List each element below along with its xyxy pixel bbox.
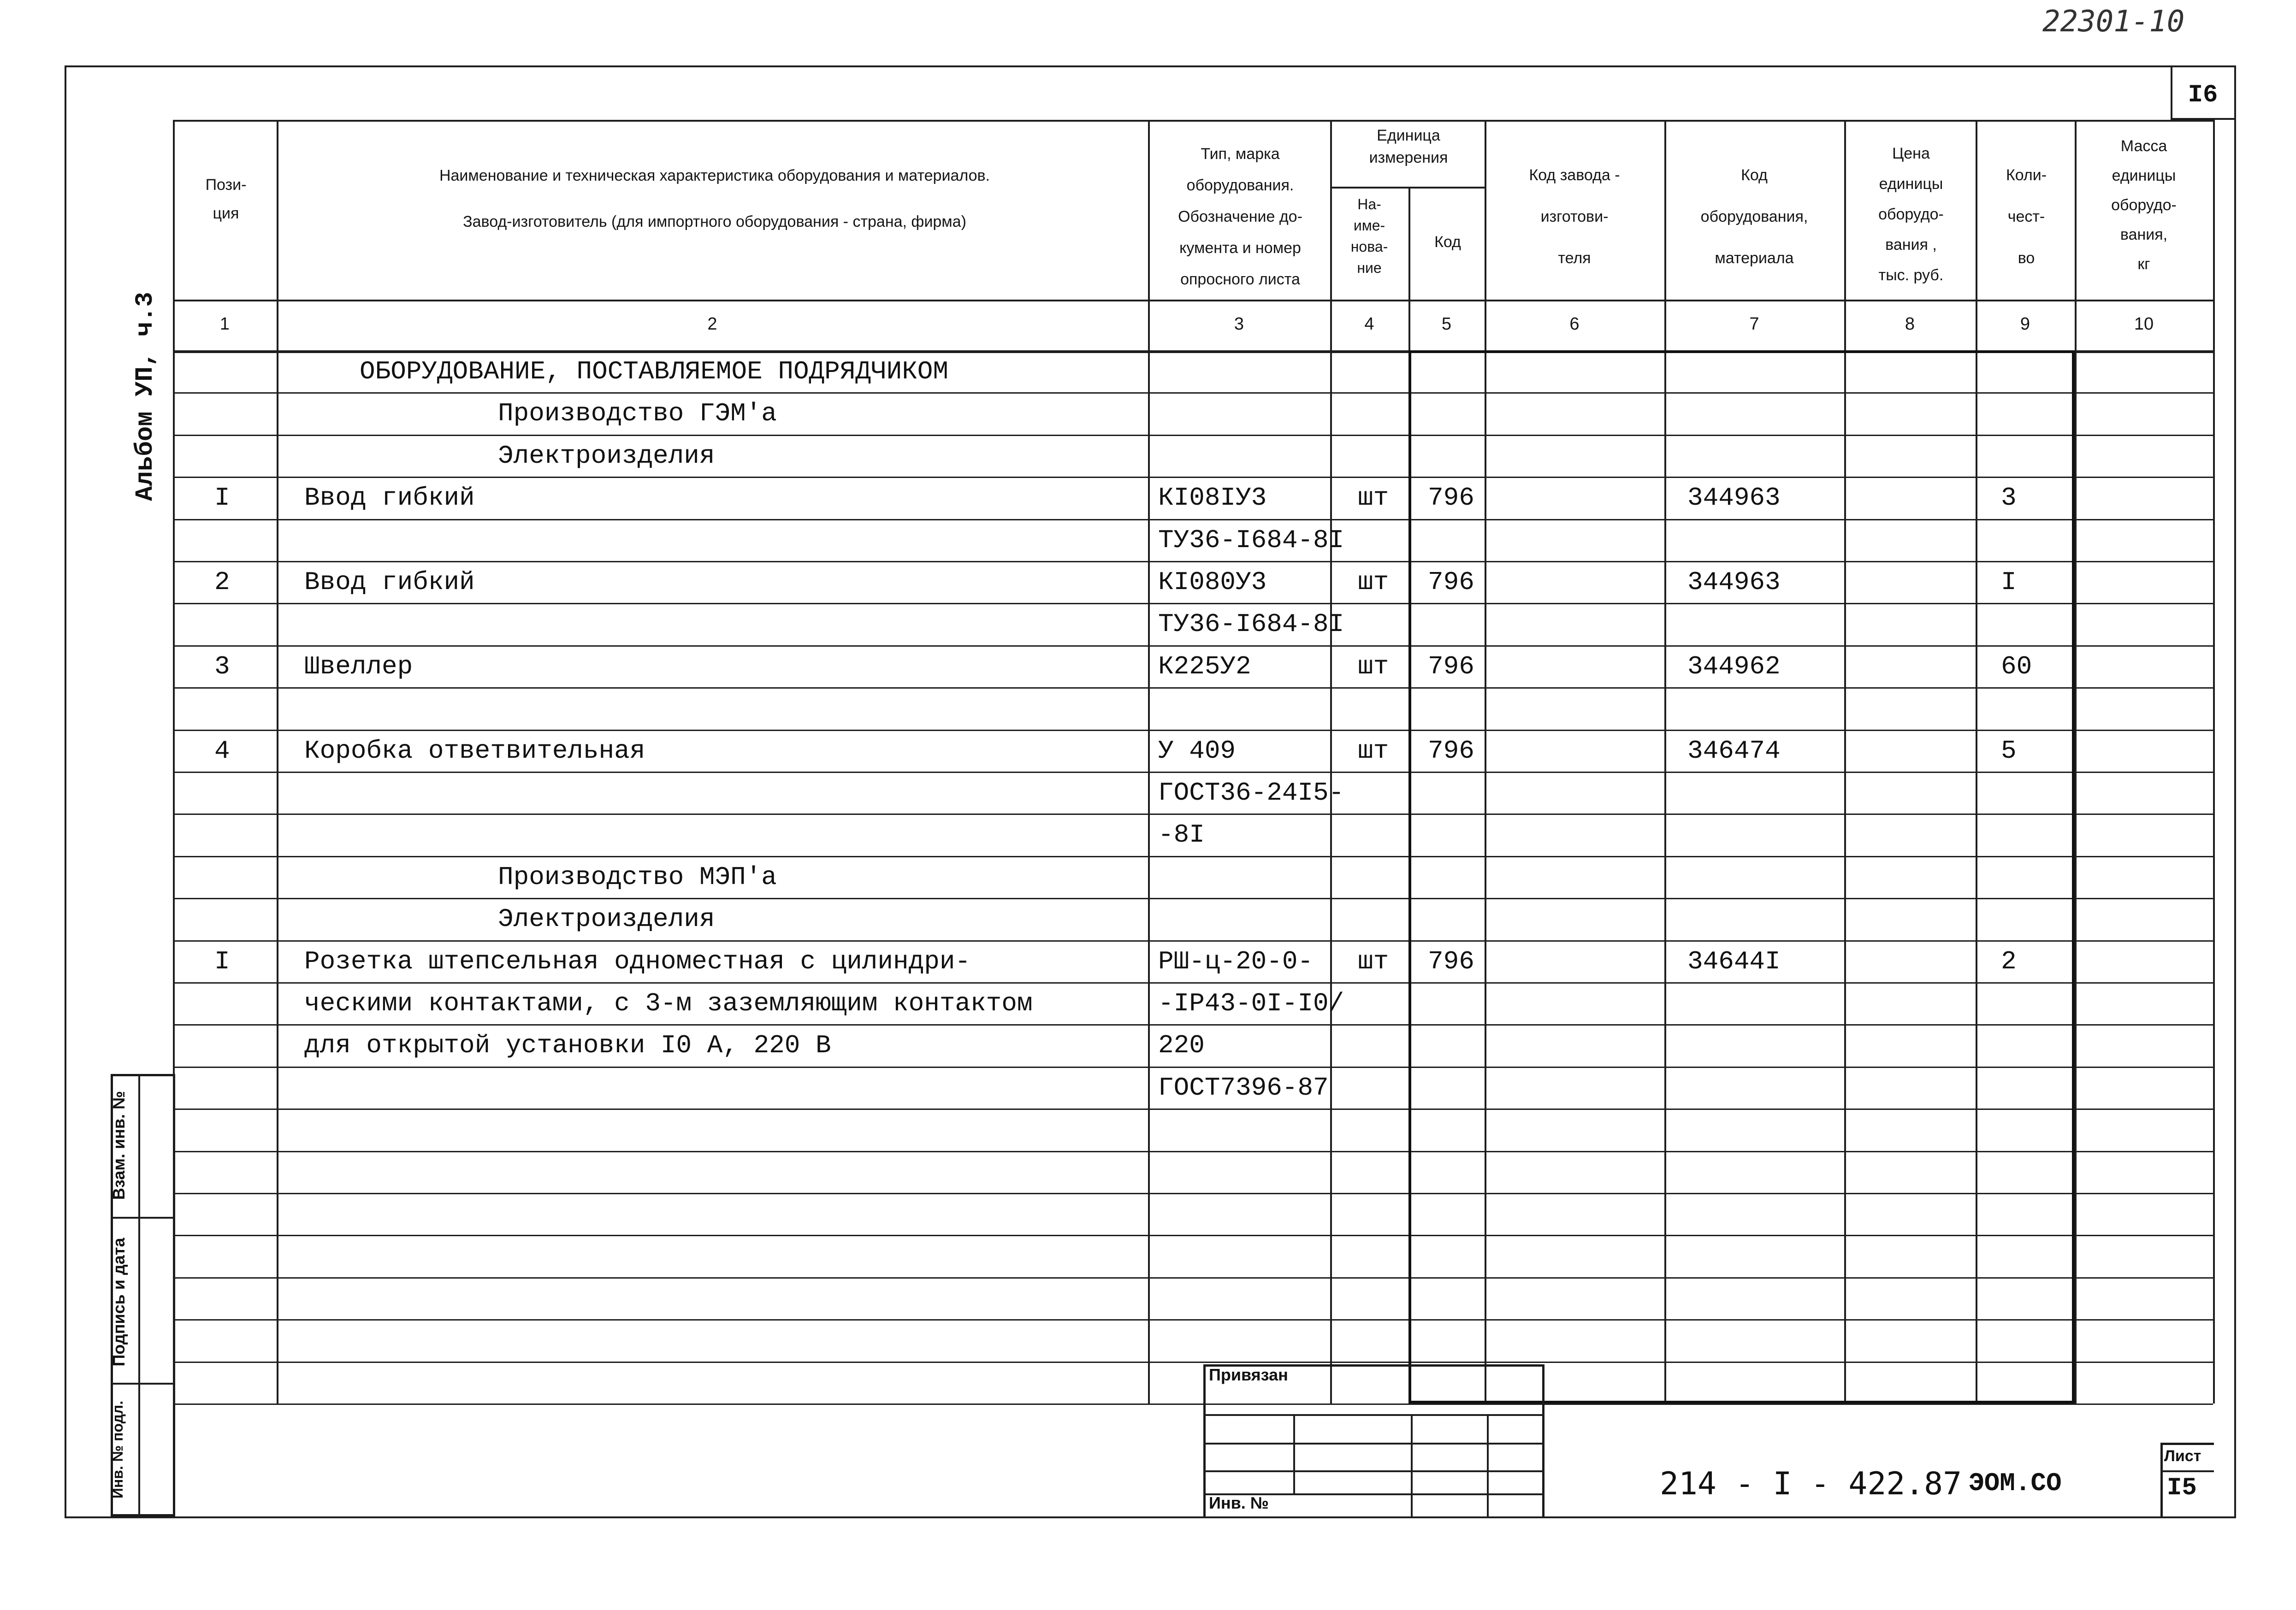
cell-quantity: 2 [2001,947,2017,976]
cell-name: ОБОРУДОВАНИЕ, ПОСТАВЛЯЕМОЕ ПОДРЯДЧИКОМ [360,357,949,386]
cell-unit-code: 796 [1428,567,1474,597]
attached-h2 [1203,1443,1544,1445]
column-number: 2 [707,314,717,334]
header-quantity: Коли- чест- во [2006,166,2047,267]
cell-unit-code: 796 [1428,947,1474,976]
sheet-number: I5 [2167,1474,2197,1502]
cell-type: ТУ36-I684-8I [1158,525,1344,555]
column-number: 1 [219,314,230,334]
cell-type: ТУ36-I684-8I [1158,609,1344,639]
sheet-box-split [2160,1470,2214,1472]
cell-material-code: 346474 [1687,736,1781,766]
cell-name: для открытой установки I0 А, 220 В [304,1031,831,1060]
cell-material-code: 34644I [1687,947,1781,976]
header-name-line2: Завод-изготовитель (для импортного оборудования - страна, фирма) [463,213,966,230]
column-number: 5 [1441,314,1452,334]
cell-position: I [214,947,230,976]
document-code: 214 - I - 422.87 [1660,1466,1962,1502]
album-label: Альбом УП, ч.3 [131,292,160,501]
cell-type: ГОСТ7396-87 [1158,1073,1329,1103]
side-label-inv-replace: Взам. инв. № [109,1091,128,1200]
header-unit-code: Код [1434,233,1461,251]
header-type: Тип, марка оборудования. Обозначение до- кумента и номер опросного листа [1178,145,1302,288]
attached-v2 [1411,1414,1413,1516]
column-line [2213,120,2215,1404]
column-number: 10 [2134,314,2154,334]
header-unit-name: На- име- нова- ние [1350,196,1388,276]
document-suffix: ЭОМ.СО [1969,1468,2062,1498]
cell-unit: шт [1358,567,1389,597]
cell-quantity: 3 [2001,483,2017,513]
sheet-label: Лист [2164,1447,2201,1465]
cell-type: 220 [1158,1031,1205,1060]
frame-left [65,65,66,1517]
attached-label: Привязан [1209,1365,1288,1384]
cell-position: 4 [214,736,230,766]
cell-quantity: 5 [2001,736,2017,766]
attached-v1 [1293,1414,1295,1493]
cell-type: РШ-ц-20-0- [1158,947,1314,976]
row-line [173,1404,2213,1405]
header-factory-code: Код завода - изготови- теля [1529,166,1620,267]
cell-type: ГОСТ36-24I5- [1158,778,1344,808]
cell-type: -8I [1158,820,1205,849]
cell-position: 3 [214,652,230,681]
cell-position: 2 [214,567,230,597]
column-number: 7 [1749,314,1759,334]
cell-unit: шт [1358,947,1389,976]
cell-position: I [214,483,230,513]
attached-h3 [1203,1470,1544,1472]
frame-right [2234,65,2236,1517]
top-sheet-number: I6 [2188,81,2218,109]
frame-bottom [65,1516,2236,1518]
cell-material-code: 344962 [1687,652,1781,681]
cell-name: Коробка ответвительная [304,736,645,766]
cell-unit-code: 796 [1428,736,1474,766]
attached-h1 [1203,1414,1544,1416]
header-position: Пози- ция [205,176,247,222]
side-label-inv-orig: Инв. № подл. [109,1400,126,1499]
cell-type: -IP43-0I-I0/ [1158,989,1344,1018]
cell-name: Ввод гибкий [304,483,475,513]
cell-type: У 409 [1158,736,1236,766]
cell-type: КI08IУ3 [1158,483,1267,513]
cell-name: Электроизделия [498,441,715,471]
column-number: 8 [1905,314,1915,334]
cell-unit: шт [1358,652,1389,681]
cell-name: Производство МЭП'а [498,862,777,892]
cell-quantity: I [2001,567,2017,597]
cell-name: Ввод гибкий [304,567,475,597]
side-stamp-split [138,1074,140,1516]
cell-name: ческими контактами, с 3-м заземляющим контактом [304,989,1033,1018]
cell-unit: шт [1358,736,1389,766]
column-number: 3 [1234,314,1244,334]
cell-unit: шт [1358,483,1389,513]
header-material-code: Код оборудования, материала [1700,166,1808,267]
column-number: 6 [1569,314,1580,334]
header-name-line1: Наименование и техническая характеристика оборудования и материалов. [439,167,990,184]
corner-stamp: 22301-10 [2042,5,2185,39]
unit-group-line [1330,187,1485,189]
cell-name: Электроизделия [498,904,715,934]
inv-label: Инв. № [1209,1493,1269,1512]
cell-name: Швеллер [304,652,413,681]
table-top-line [173,120,2213,122]
header-price: Цена единицы оборудо- вания , тыс. руб. [1878,145,1944,284]
cell-type: К225У2 [1158,652,1251,681]
frame-top [65,65,2236,67]
column-number: 4 [1364,314,1374,334]
cell-name: Производство ГЭМ'а [498,399,777,428]
header-mass: Масса единицы оборудо- вания, кг [2111,137,2177,273]
side-label-sign-date: Подпись и дата [109,1238,128,1367]
cell-unit-code: 796 [1428,652,1474,681]
attached-v3 [1487,1414,1489,1516]
cell-quantity: 60 [2001,652,2032,681]
header-unit-group: Единица измерения [1369,127,1448,166]
cell-material-code: 344963 [1687,567,1781,597]
cell-unit-code: 796 [1428,483,1474,513]
cell-name: Розетка штепсельная одноместная с цилиндри- [304,947,971,976]
cell-material-code: 344963 [1687,483,1781,513]
column-number: 9 [2020,314,2030,334]
header-bottom-line [173,300,2213,301]
cell-type: КI080У3 [1158,567,1267,597]
